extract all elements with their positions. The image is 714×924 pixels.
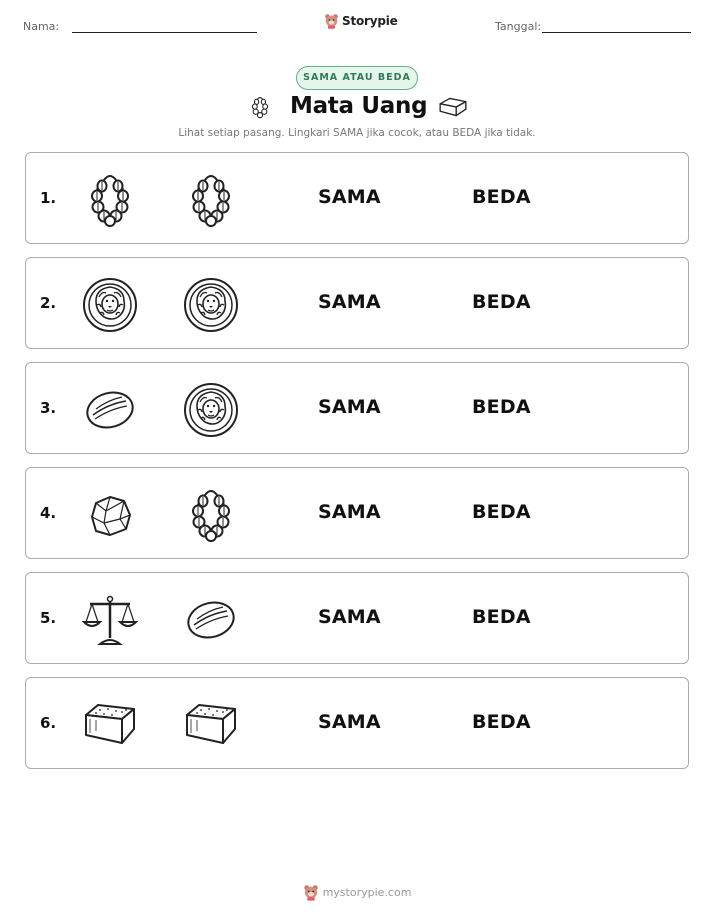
row-number: 1. (40, 189, 57, 207)
date-label: Tanggal: (495, 20, 542, 33)
name-line[interactable] (72, 32, 257, 33)
exercise-row (25, 467, 689, 559)
different-choice[interactable]: BEDA (472, 606, 531, 628)
lion-coin-icon (82, 277, 138, 333)
cowrie-necklace-icon (248, 93, 272, 121)
exercise-row (25, 572, 689, 664)
same-choice[interactable]: SAMA (318, 711, 381, 733)
brand-logo (324, 13, 398, 29)
exercise-row (25, 152, 689, 244)
same-choice[interactable]: SAMA (318, 606, 381, 628)
salt-block-icon (438, 95, 468, 119)
different-choice[interactable]: BEDA (472, 396, 531, 418)
brand-name: Storypie (342, 14, 398, 28)
same-choice[interactable]: SAMA (318, 291, 381, 313)
page-title: Mata Uang (290, 93, 428, 119)
stone-nugget-icon (82, 487, 138, 543)
bear-mascot-icon (303, 884, 319, 901)
balance-scale-icon (82, 592, 138, 648)
bean-seed-icon (82, 382, 138, 438)
name-label: Nama: (23, 20, 60, 33)
activity-badge: SAMA ATAU BEDA (296, 66, 418, 90)
cowrie-necklace-icon (82, 172, 138, 228)
bean-seed-icon (183, 592, 239, 648)
date-line[interactable] (542, 32, 691, 33)
exercise-row (25, 257, 689, 349)
different-choice[interactable]: BEDA (472, 291, 531, 313)
same-choice[interactable]: SAMA (318, 396, 381, 418)
same-choice[interactable]: SAMA (318, 186, 381, 208)
row-number: 5. (40, 609, 57, 627)
footer-url: mystorypie.com (322, 886, 412, 899)
exercise-row (25, 677, 689, 769)
row-number: 6. (40, 714, 57, 732)
different-choice[interactable]: BEDA (472, 501, 531, 523)
same-choice[interactable]: SAMA (318, 501, 381, 523)
footer (0, 884, 714, 901)
instructions: Lihat setiap pasang. Lingkari SAMA jika cocok, atau BEDA jika tidak. (178, 127, 536, 139)
row-number: 3. (40, 399, 57, 417)
exercise-row (25, 362, 689, 454)
row-number: 2. (40, 294, 57, 312)
salt-block-icon (183, 697, 239, 753)
lion-coin-icon (183, 277, 239, 333)
bear-mascot-icon (324, 13, 339, 29)
cowrie-necklace-icon (183, 172, 239, 228)
salt-block-icon (82, 697, 138, 753)
cowrie-necklace-icon (183, 487, 239, 543)
different-choice[interactable]: BEDA (472, 711, 531, 733)
different-choice[interactable]: BEDA (472, 186, 531, 208)
row-number: 4. (40, 504, 57, 522)
lion-coin-icon (183, 382, 239, 438)
